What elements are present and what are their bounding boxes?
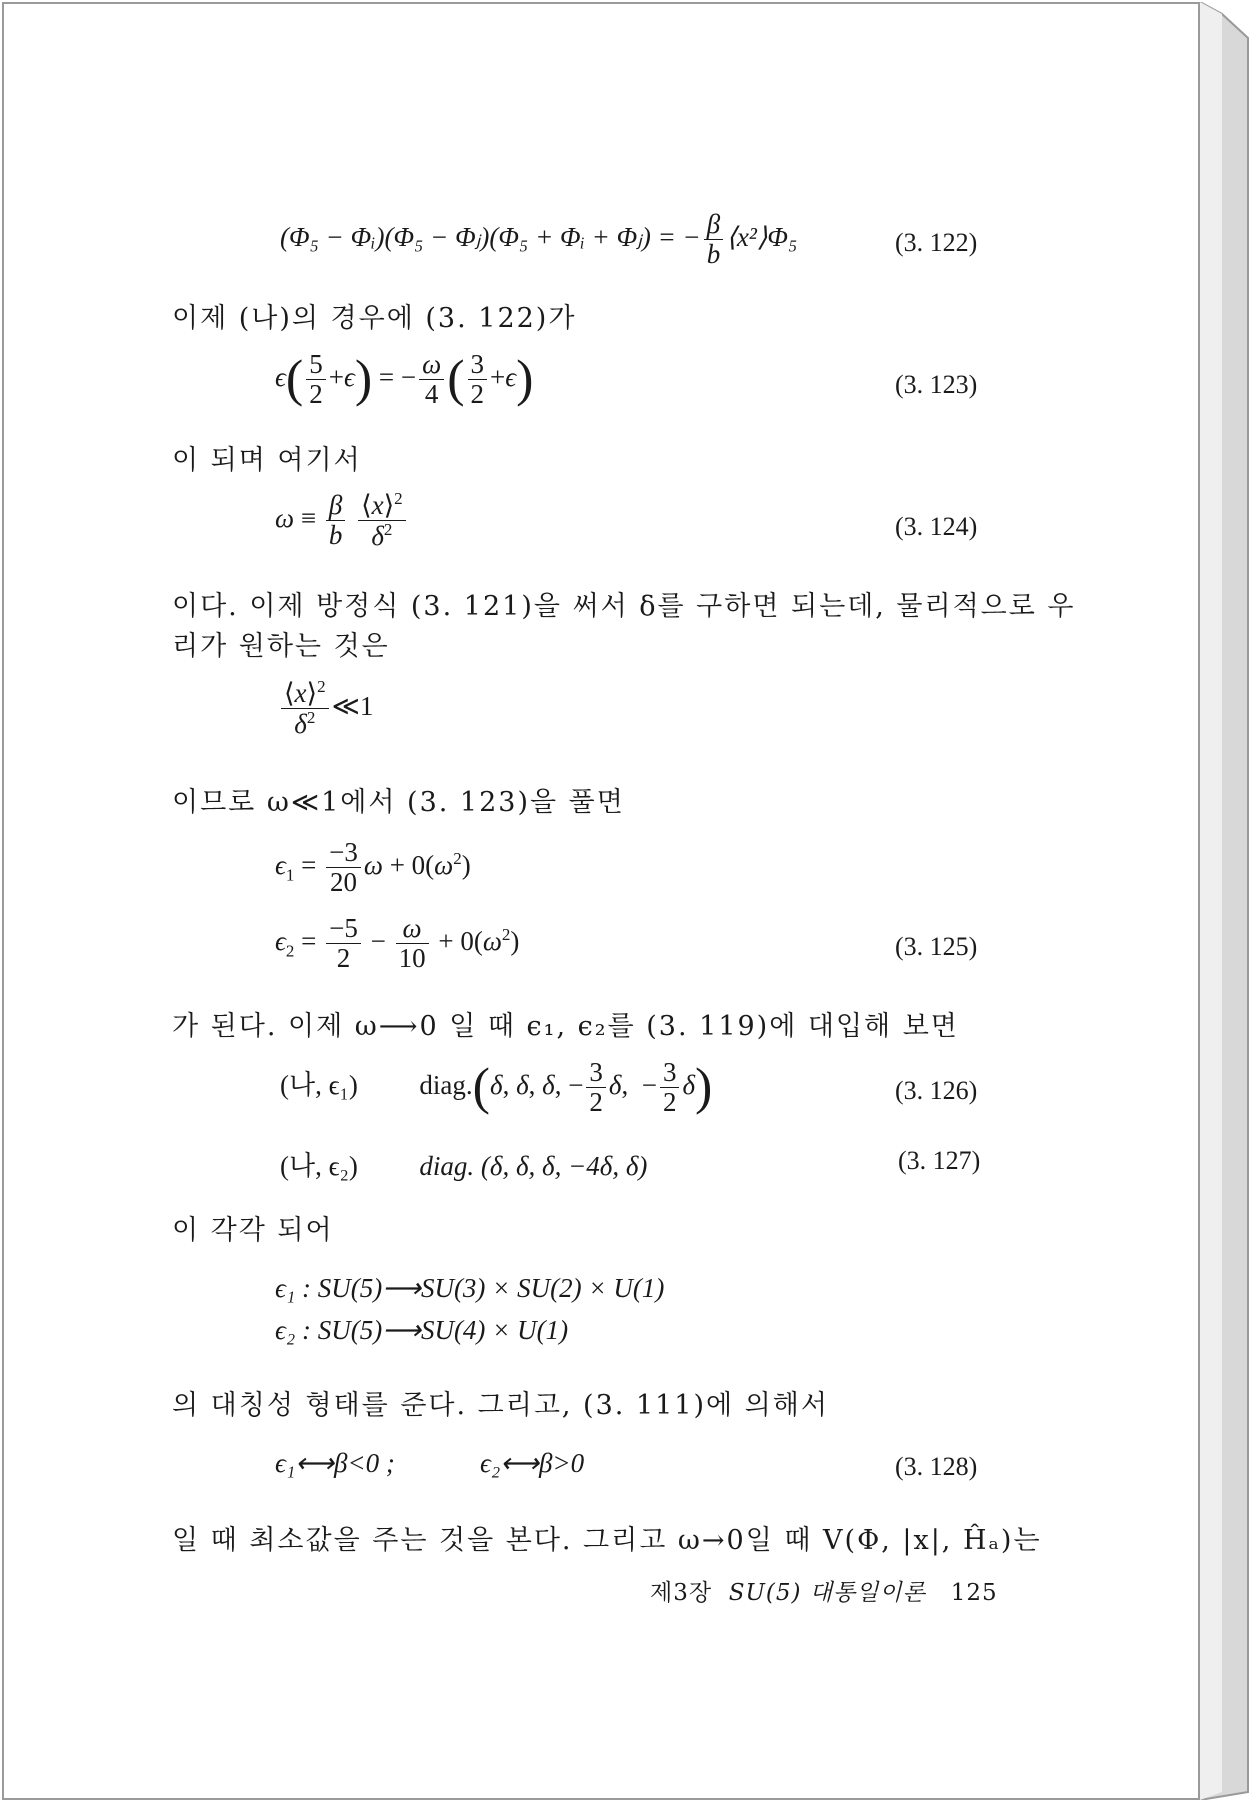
equation-inequality: $\frac{⟨x⟩^2}{\delta^2}$ ≪1 (278, 678, 373, 739)
eq-127-body: diag. (δ, δ, δ, −4δ, δ) (419, 1151, 648, 1181)
equation-3-125a: $\epsilon_1$ = $\frac{-3}{20}$ $\omega + 0(\omega^2)$ (275, 837, 471, 898)
equation-3-123: ϵ( $\frac{5}{2}$ +ϵ) = − $\frac{\omega}{4}$ ( $\frac{3}{2}$ +ϵ) (275, 349, 534, 410)
equation-number: (3. 126) (895, 1076, 978, 1105)
equation-number: (3. 127) (898, 1146, 981, 1175)
paragraph-text: 의 대칭성 형태를 준다. 그리고, (3. 111)에 의해서 (172, 1390, 829, 1421)
paragraph-text: 이므로 ω≪1에서 (3. 123)을 풀면 (172, 787, 625, 818)
eq-122-frac-den: b (706, 239, 721, 270)
equation-3-126: (나, ϵ₁) diag.(δ, δ, δ, − $\frac{3}{2}$ δ, − $\frac{3}{2}$ δ) (280, 1057, 713, 1118)
footer-title: SU(5) 대통일이론 (728, 1580, 926, 1606)
equation-3-124: ω ≡ $\frac{\beta}{b}$ $\frac{⟨x⟩^2}{\delta^2}$ (275, 490, 409, 551)
equation-number: (3. 128) (895, 1452, 978, 1481)
eq-122-rhs: ⟨x²⟩Φ₅ (726, 221, 798, 252)
eq-127-case: (나, ϵ₂) (280, 1151, 358, 1181)
equation-number: (3. 123) (895, 370, 978, 399)
symmetry-breaking-1: ϵ₁ : SU(5)⟶SU(3) × SU(2) × U(1) (275, 1273, 665, 1303)
eq-126-diag: diag. (419, 1069, 473, 1100)
paragraph-text: 이제 (나)의 경우에 (3. 122)가 (172, 303, 577, 334)
eq-122-frac-num: β (704, 210, 724, 240)
symmetry-breaking-2: ϵ₂ : SU(5)⟶SU(4) × U(1) (275, 1315, 569, 1345)
equation-3-122 (280, 210, 797, 269)
equation-number: (3. 125) (895, 932, 978, 961)
page-curl-edge (1200, 2, 1252, 1800)
paragraph-text: 가 된다. 이제 ω⟶0 일 때 ϵ₁, ϵ₂를 (3. 119)에 대입해 보면 (172, 1011, 959, 1042)
paragraph-text: 일 때 최소값을 주는 것을 본다. 그리고 ω→0일 때 V(Φ, |x|, Ĥₐ)는 (172, 1525, 1042, 1556)
eq-122-lhs: (Φ₅ − Φᵢ)(Φ₅ − Φⱼ)(Φ₅ + Φᵢ + Φⱼ) = − (280, 221, 701, 252)
paragraph-text: 이다. 이제 방정식 (3. 121)을 써서 δ를 구하면 되는데, 물리적으로 우 (172, 591, 1076, 622)
running-footer (650, 1574, 998, 1607)
footer-chapter: 제3장 (650, 1580, 713, 1606)
equation-3-128-left: ϵ₁⟷β<0 ; (275, 1448, 395, 1478)
page-number: 125 (950, 1580, 998, 1606)
equation-3-125b: $\epsilon_2$ = $\frac{-5}{2}$ − $\frac{\omega}{10}$ + $0(\omega^2)$ (275, 913, 520, 974)
paragraph-text: 리가 원하는 것은 (172, 631, 390, 662)
paragraph-text: 이 각각 되어 (172, 1215, 334, 1246)
equation-3-127 (280, 1144, 647, 1183)
equation-number: (3. 124) (895, 512, 978, 541)
paragraph-text: 이 되며 여기서 (172, 445, 362, 476)
equation-number: (3. 122) (895, 228, 978, 257)
eq-126-case: (나, ϵ₁) (280, 1069, 358, 1100)
equation-3-128-right: ϵ₂⟷β>0 (480, 1448, 585, 1478)
